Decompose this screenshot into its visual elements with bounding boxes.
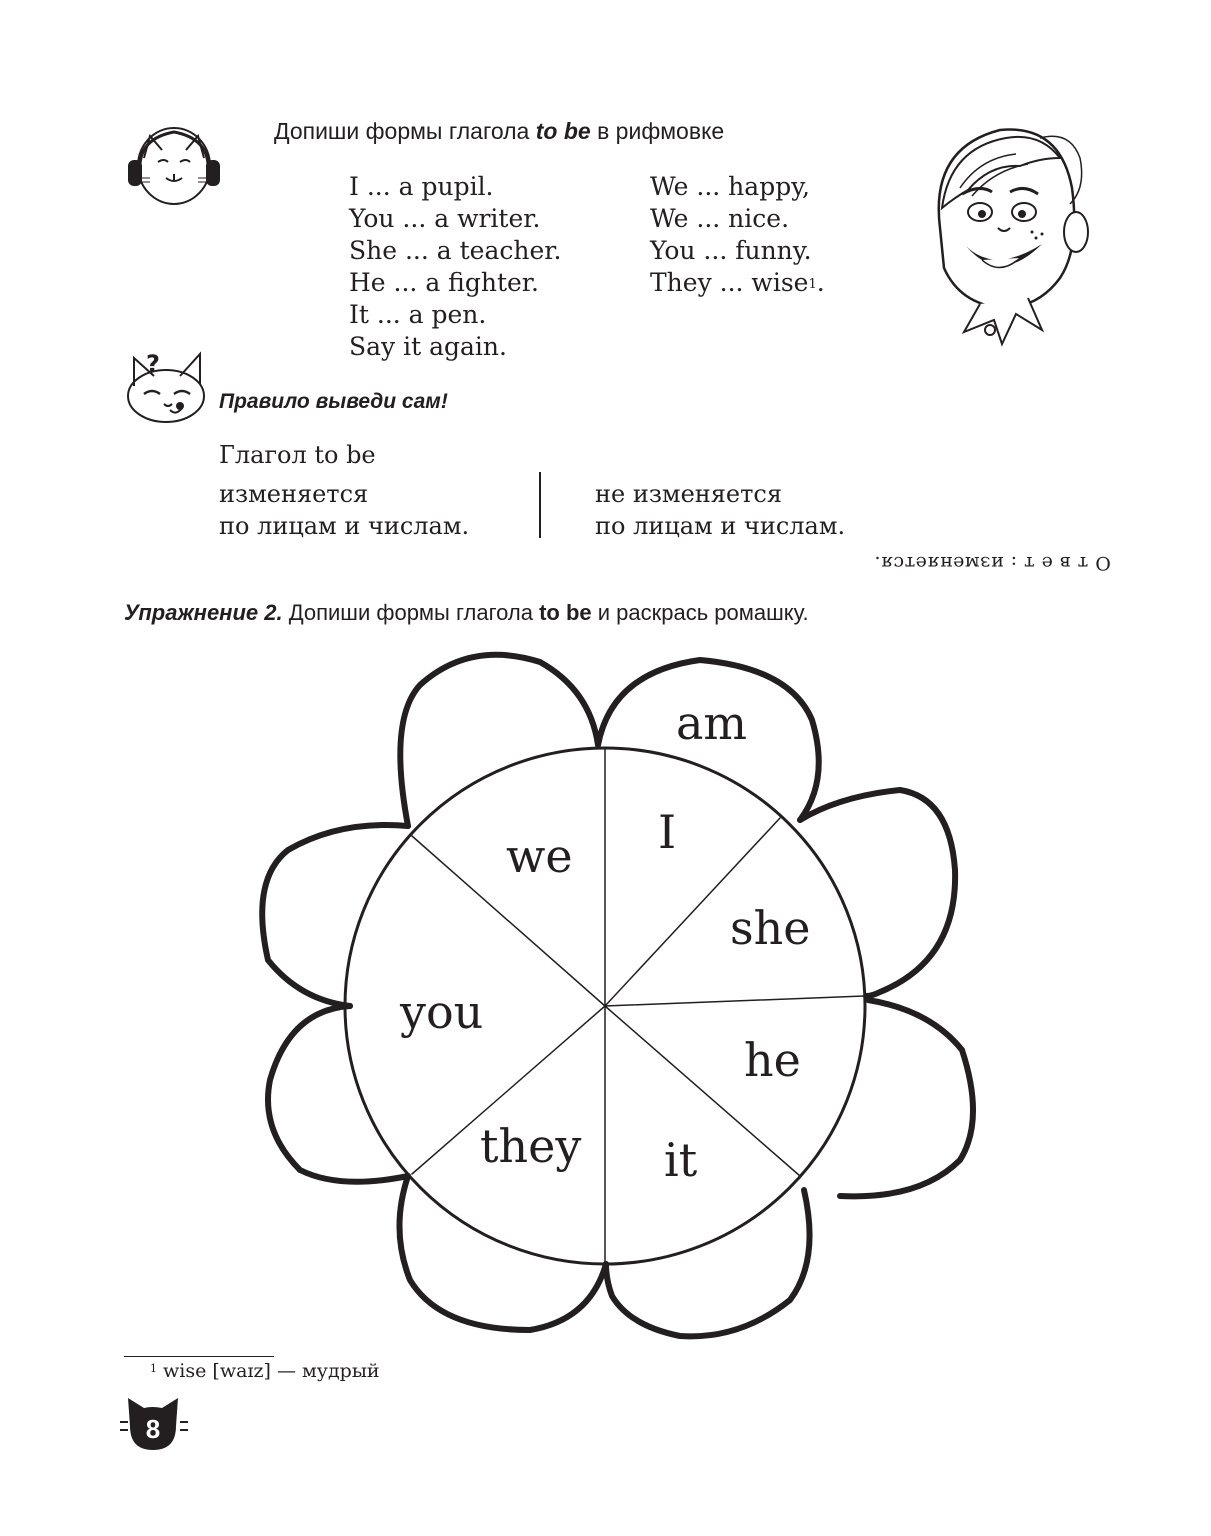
- pronoun-she: she: [730, 901, 811, 955]
- poem-line: We ... happy,: [650, 172, 810, 201]
- petal: [268, 1006, 408, 1182]
- poem-line: She ... a teacher.: [349, 236, 562, 265]
- pronoun-you: you: [400, 985, 484, 1039]
- answer-upside-down: О т в е т : изменяется.: [874, 552, 1111, 574]
- rule-title: Правило выведи сам!: [219, 390, 448, 413]
- exercise2-title: Упражнение 2. Допиши формы глагола to be и раскрась ромашку.: [124, 600, 809, 625]
- petal: [800, 790, 955, 996]
- poem-line: I ... a pupil.: [349, 172, 494, 201]
- pronoun-i: I: [658, 805, 677, 859]
- petal: [840, 1000, 973, 1196]
- poem-line: You ... funny.: [650, 236, 812, 265]
- poem-line: You ... a writer.: [349, 204, 541, 233]
- svg-text:?: ?: [146, 350, 160, 378]
- poem-line: Say it again.: [349, 332, 507, 361]
- pronoun-we: we: [506, 829, 573, 883]
- poem-line: They ... wise$^1$.: [650, 268, 825, 297]
- page-number: 8: [145, 1414, 161, 1444]
- task1-title: Допиши формы глагола to be в рифмовке: [274, 118, 725, 144]
- petal: [400, 655, 598, 826]
- pronoun-they: they: [480, 1119, 582, 1173]
- poem-line: He ... a fighter.: [349, 268, 539, 297]
- verb-heading: Глагол to be: [219, 441, 376, 469]
- petal: [262, 825, 408, 1006]
- poem-line: It ... a pen.: [349, 300, 487, 329]
- petal-word-am: am: [676, 696, 748, 750]
- pronoun-it: it: [664, 1133, 698, 1187]
- footnote: $^1$ wise [waɪz] — мудрый: [150, 1360, 380, 1382]
- footnote-marker: 1: [808, 277, 817, 292]
- option-changes: изменяется по лицам и числам.: [219, 480, 470, 540]
- pronoun-he: he: [744, 1033, 801, 1087]
- option-not-changes: не изменяется по лицам и числам.: [595, 480, 846, 540]
- cat-page-badge-icon: [118, 1396, 190, 1452]
- poem-line: We ... nice.: [650, 204, 790, 233]
- footnote-separator: [124, 1356, 274, 1357]
